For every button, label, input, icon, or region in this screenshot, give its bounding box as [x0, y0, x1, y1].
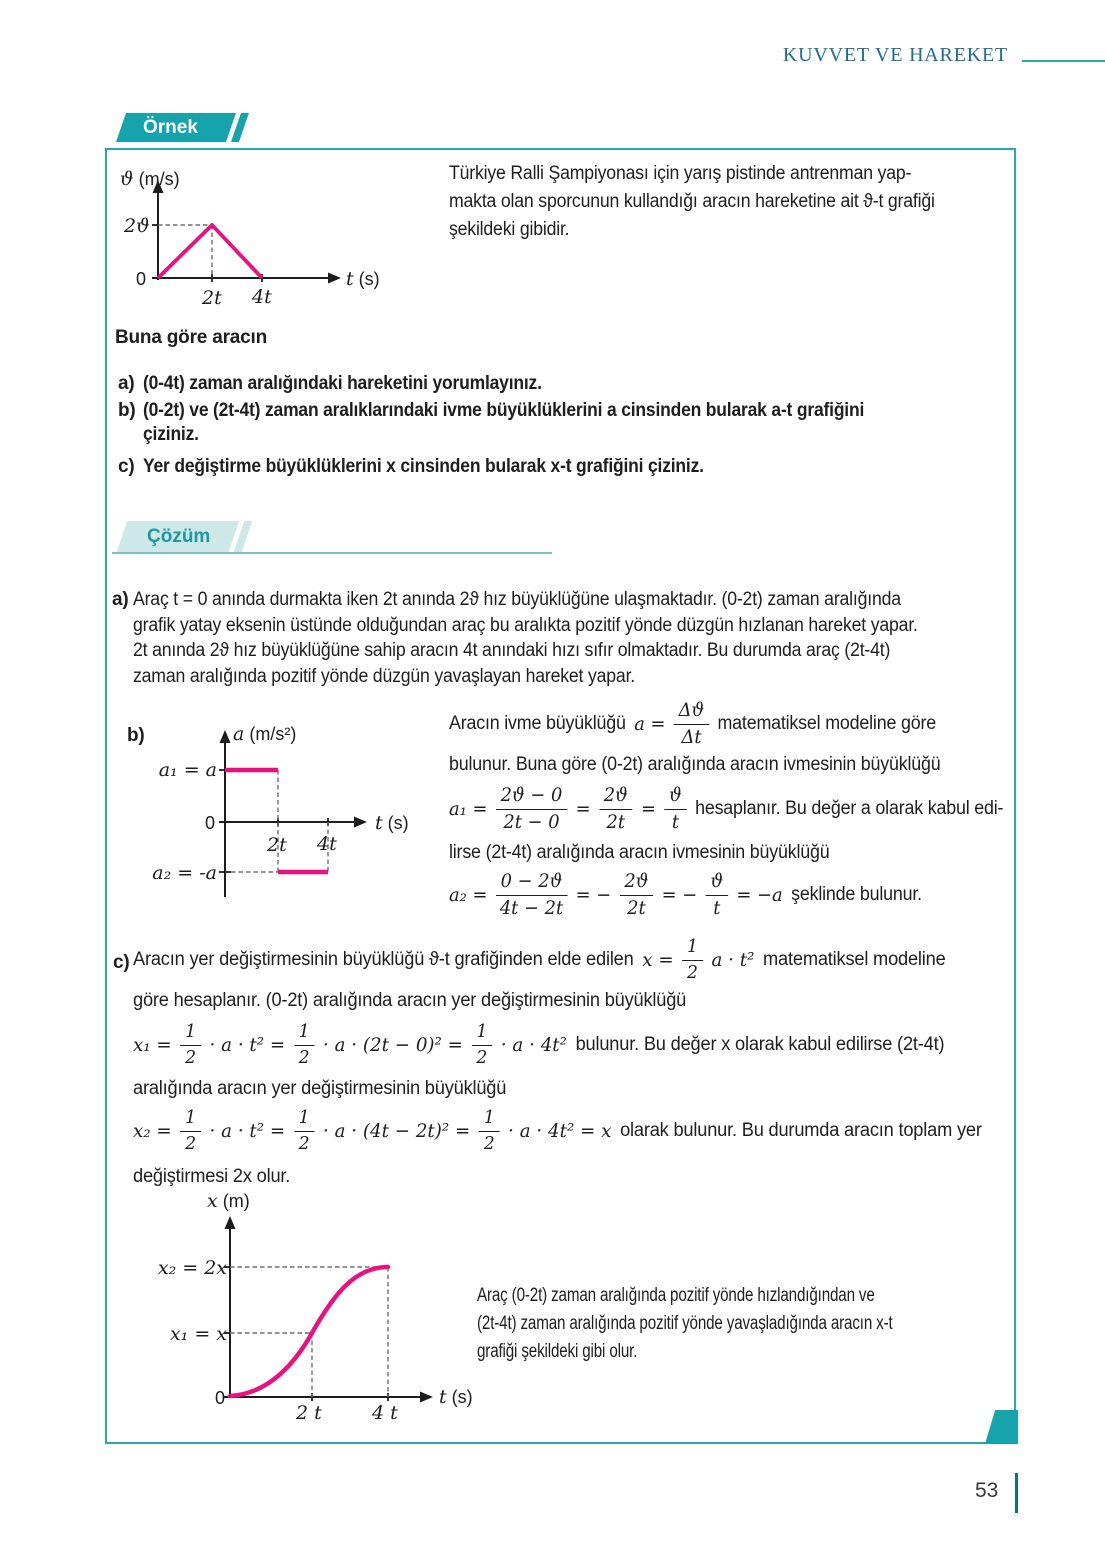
at-level-top-label: a₁ = a: [158, 759, 217, 781]
c-row1-eq: x =: [642, 949, 674, 971]
x1-tail: bulunur. Bu değer x olarak kabul edilirse (2t-4t): [575, 1034, 945, 1055]
item-b-text-line1: (0-2t) ve (2t-4t) zaman aralıklarındaki ivme büyüklüklerini a cinsinden bularak a-t grafiğini: [143, 400, 865, 421]
at-origin-label: 0: [204, 813, 215, 833]
frac-numerator: 2ϑ − 0: [496, 785, 567, 809]
frac-numerator: 1: [180, 1022, 201, 1045]
note-line: Araç (0-2t) zaman aralığında pozitif yönde hızlandığından ve: [477, 1285, 875, 1306]
frac-numerator: 0 − 2ϑ: [496, 871, 567, 895]
xt-x-axis-label: t (s): [439, 1386, 473, 1408]
xt-dashed-guides: [230, 1267, 388, 1397]
intro-line: Türkiye Ralli Şampiyonası için yarış pistinde antrenman yap-: [449, 163, 912, 184]
frac-denominator: 2t − 0: [503, 810, 560, 833]
frac-denominator: 2: [298, 1046, 310, 1068]
solution-c-label: c): [113, 952, 130, 973]
frac-numerator: 1: [682, 937, 703, 960]
frac-denominator: 4t − 2t: [499, 896, 564, 919]
page-number-rule: [1015, 1473, 1018, 1513]
cozum-tab-label: Çözüm: [147, 526, 211, 547]
frac-numerator: 1: [294, 1022, 315, 1045]
frac-denominator: 2: [476, 1046, 488, 1068]
frac-numerator: 1: [180, 1108, 201, 1131]
delta-fraction: [674, 700, 709, 748]
xt-level-mid-label: x₁ = x: [169, 1323, 227, 1345]
page-number: 53: [975, 1479, 999, 1502]
xt-origin-label: 0: [214, 1388, 225, 1408]
position-time-graph: [155, 1190, 485, 1440]
frac-numerator: 1: [294, 1108, 315, 1131]
x1-seg2: · a · (2t − 0)² =: [323, 1034, 463, 1056]
b-row1-eq: a =: [634, 713, 666, 735]
solution-a-line: zaman aralığında pozitif yönde düzgün yavaşlayan hareket yapar.: [133, 665, 636, 687]
b-line4: lirse (2t-4t) aralığında aracın ivmesinin büyüklüğü: [449, 842, 830, 863]
cozum-rule: [112, 552, 552, 554]
frac-denominator: 2t: [606, 810, 626, 833]
at-level-bottom-label: a₂ = -a: [152, 862, 217, 884]
frac-denominator: 2: [687, 961, 699, 983]
x2-seg1: · a · t² =: [209, 1120, 286, 1142]
a2-fraction-3: [706, 871, 728, 919]
frac-denominator: t: [713, 896, 721, 919]
vt-curve: [158, 225, 262, 278]
acceleration-time-graph: [145, 705, 445, 905]
vt-ytick-label: 2ϑ: [124, 215, 150, 237]
ornek-tab-label: Örnek: [143, 117, 198, 138]
at-y-arrow: [220, 730, 231, 743]
solution-b-a2-row: [449, 870, 1003, 920]
a1-eq2: =: [641, 798, 656, 820]
b-row1-pre: Aracın ivme büyüklüğü: [449, 713, 626, 734]
xt-y-arrow: [225, 1216, 236, 1229]
x1-seg1: · a · t² =: [209, 1034, 286, 1056]
b-row1-post: matematiksel modeline göre: [717, 713, 936, 734]
frac-denominator: 2: [185, 1046, 197, 1068]
a2-lhs: a₂ =: [449, 884, 488, 906]
a2-tail: şeklinde bulunur.: [791, 884, 922, 905]
x2-seg2: · a · (4t − 2t)² =: [323, 1120, 471, 1142]
x1-seg3: · a · 4t²: [500, 1034, 567, 1056]
c-line6: değiştirmesi 2x olur.: [133, 1166, 291, 1187]
x1-lhs: x₁ =: [133, 1034, 172, 1056]
problem-intro: [449, 160, 935, 244]
solution-b-a1-row: [449, 784, 1003, 834]
a1-eq1: =: [575, 798, 591, 820]
a1-fraction-3: [664, 785, 686, 833]
frac-denominator: 2t: [627, 896, 646, 919]
solution-c-x2-row: [133, 1106, 982, 1156]
frac-denominator: 2: [298, 1132, 310, 1154]
c-row1-mid: a · t²: [711, 949, 755, 971]
item-a-label: a): [118, 373, 135, 394]
solution-a-line: 2t anında 2ϑ hız büyüklüğüne sahip aracın 4t anındaki hızı sıfır olmaktadır. Bu durumda araç (2t-4t): [133, 640, 891, 661]
c-line2: göre hesaplanır. (0-2t) aralığında aracın yer değiştirmesinin büyüklüğü: [133, 990, 687, 1011]
at-xtick2-label: 4t: [317, 833, 337, 855]
frac-numerator: ϑ: [706, 871, 728, 895]
vt-y-axis-label: ϑ (m/s): [120, 168, 180, 190]
xt-level-top-label: x₂ = 2x: [157, 1257, 227, 1279]
solution-b-label: b): [127, 725, 145, 746]
x2-tail: olarak bulunur. Bu durumda aracın toplam yer: [620, 1120, 982, 1141]
frac-numerator: 2ϑ: [620, 871, 654, 895]
xt-curve: [230, 1267, 388, 1396]
header-rule: [1022, 60, 1105, 62]
xt-x-arrow: [420, 1392, 433, 1403]
solution-b-text: [449, 700, 1003, 920]
x2-seg3: · a · 4t² = x: [508, 1120, 612, 1142]
intro-line: makta olan sporcunun kullandığı aracın hareketine ait ϑ-t grafiği: [449, 191, 935, 212]
xt-xtick2-label: 4 t: [372, 1402, 398, 1424]
vt-x-arrow: [328, 273, 341, 284]
frac-denominator: 2: [185, 1132, 197, 1154]
intro-line: şekildeki gibidir.: [449, 219, 570, 240]
solution-c-note: [477, 1282, 893, 1366]
vt-xtick1-label: 2t: [202, 287, 222, 309]
a1-tail: hesaplanır. Bu değer a olarak kabul edi-: [695, 798, 1004, 819]
vt-origin-label: 0: [136, 269, 147, 289]
note-line: grafiği şekildeki gibi olur.: [477, 1341, 638, 1362]
item-a-text: (0-4t) zaman aralığındaki hareketini yorumlayınız.: [143, 373, 542, 394]
a1-lhs: a₁ =: [449, 798, 488, 820]
frac-numerator: 1: [472, 1022, 493, 1045]
half-fraction: [294, 1022, 315, 1067]
frac-numerator: 1: [479, 1108, 500, 1131]
vt-ticks: [152, 225, 262, 282]
xt-xtick1-label: 2 t: [296, 1402, 322, 1424]
item-b-text-line2: çiziniz.: [143, 424, 199, 445]
problem-lead: Buna göre aracın: [115, 327, 268, 348]
a2-eq1: = −: [575, 884, 612, 906]
b-line2: bulunur. Buna göre (0-2t) aralığında aracın ivmesinin büyüklüğü: [449, 754, 941, 775]
vt-x-axis-label: t (s): [346, 268, 380, 290]
frac-denominator: 2: [483, 1132, 495, 1154]
at-y-axis-label: a (m/s²): [233, 723, 297, 745]
c-row1-post: matematiksel modeline: [763, 949, 946, 970]
frac-denominator: t: [671, 810, 680, 833]
xt-y-axis-label: x (m): [207, 1190, 250, 1212]
half-fraction: [682, 937, 703, 982]
a2-eq2: = −: [661, 884, 698, 906]
vt-xtick2-label: 4t: [252, 286, 272, 308]
at-x-arrow: [354, 817, 367, 828]
at-xtick1-label: 2t: [267, 834, 287, 856]
solution-a-line: Araç t = 0 anında durmakta iken 2t anında 2ϑ hız büyüklüğüne ulaşmaktadır. (0-2t) zaman aralığında: [133, 589, 901, 610]
solution-c-x1-row: [133, 1020, 982, 1070]
solution-c-model-row: [133, 936, 982, 984]
half-fraction: [180, 1022, 201, 1067]
frac-numerator: Δϑ: [674, 700, 709, 724]
at-x-axis-label: t (s): [375, 812, 409, 834]
a2-fraction-1: [496, 871, 567, 919]
frac-numerator: 2ϑ: [599, 785, 633, 809]
x2-lhs: x₂ =: [133, 1120, 172, 1142]
solution-b-model-row: [449, 700, 1003, 748]
a1-fraction-1: [496, 785, 567, 833]
item-c-text: Yer değiştirme büyüklüklerini x cinsinden bularak x-t grafiğini çiziniz.: [143, 456, 704, 477]
a2-fraction-2: [620, 871, 654, 919]
half-fraction: [180, 1108, 201, 1153]
item-b-label: b): [118, 400, 136, 421]
a2-eq3: = −a: [736, 884, 783, 906]
half-fraction: [472, 1022, 493, 1067]
note-line: (2t-4t) zaman aralığında pozitif yönde yavaşladığında aracın x-t: [477, 1313, 893, 1334]
vt-axes: [152, 191, 330, 280]
item-c-label: c): [118, 456, 135, 477]
half-fraction: [479, 1108, 500, 1153]
solution-a-text: [133, 587, 918, 689]
solution-c-text: [133, 936, 982, 1188]
xt-ticks: [224, 1267, 388, 1401]
solution-a-label: a): [112, 589, 129, 610]
frac-numerator: ϑ: [664, 785, 686, 809]
a1-fraction-2: [599, 785, 633, 833]
frac-denominator: Δt: [681, 725, 702, 748]
half-fraction: [294, 1108, 315, 1153]
c-row1-pre: Aracın yer değiştirmesinin büyüklüğü ϑ-t grafiğinden elde edilen: [133, 949, 634, 970]
c-line4: aralığında aracın yer değiştirmesinin büyüklüğü: [133, 1078, 507, 1099]
velocity-time-graph: [110, 160, 410, 315]
page-header-title: KUVVET VE HAREKET: [782, 44, 1008, 66]
solution-a-line: grafik yatay eksenin üstünde olduğundan araç bu aralıkta pozitif yönde düzgün hızlanan hareket yapar.: [133, 614, 918, 636]
